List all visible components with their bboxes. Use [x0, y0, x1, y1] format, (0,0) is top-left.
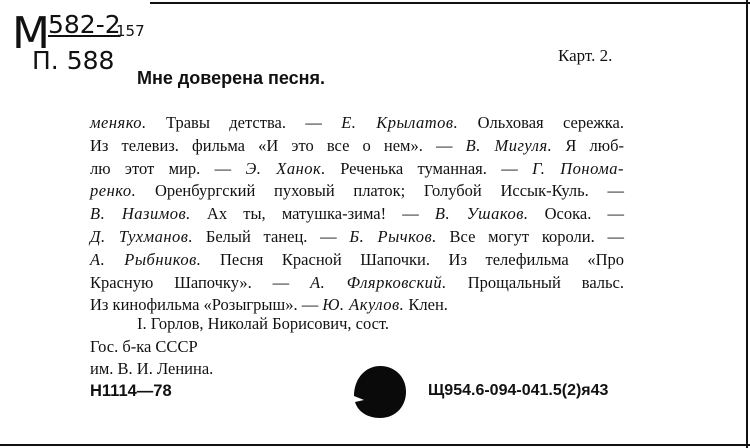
compiler-entry: I. Горлов, Николай Борисович, сост. [137, 314, 390, 333]
card-border-bottom [0, 444, 750, 446]
composer-name: В. Назимов. [90, 204, 191, 224]
song-text: Из кинофильма «Розыгрыш». — [90, 295, 323, 315]
composer-name: Д. Тухманов. [90, 226, 194, 246]
contents-note [90, 112, 624, 317]
record-title: Мне доверена песня. [137, 68, 326, 88]
song-text: Красную Шапочку». — [90, 272, 311, 292]
shelf-mark-suffix: 157 [116, 22, 145, 40]
library-name-continued: им. В. И. Ленина. [90, 359, 214, 378]
classification-code: Щ954.6-094-041.5(2)я43 [428, 382, 609, 399]
composer-name: ренко. [90, 181, 137, 201]
song-text: лю этот мир. — [90, 158, 246, 178]
song-text: Реченька туманная. — [325, 158, 533, 178]
contents-line [90, 249, 624, 272]
contents-line [90, 203, 624, 226]
registration-number: Н1114—78 [90, 382, 172, 400]
song-text: Все могут короли. — [436, 226, 624, 246]
contents-line [90, 158, 624, 181]
song-text: Ольховая сережка. [458, 113, 625, 132]
song-text: Песня Красной Шапочки. Из телефильма «Про [201, 249, 624, 269]
card-border-top [150, 2, 750, 4]
library-name: Гос. б-ка СССР [90, 337, 198, 356]
composer-name: Е. Крылатов. [341, 113, 459, 132]
song-text: Осока. — [528, 204, 624, 224]
shelf-mark-code: П. 588 [32, 46, 115, 75]
composer-name: В. Мигуля. [465, 135, 553, 155]
song-text: Из телевиз. фильма «И это все о нем». — [90, 135, 466, 155]
contents-line [90, 135, 624, 158]
composer-name: Б. Рычков. [349, 226, 437, 246]
song-text: Оренбургский пуховый платок; Голубой Иссык-Куль. — [136, 181, 624, 201]
card-number: Карт. 2. [558, 46, 613, 65]
contents-line [90, 180, 624, 203]
song-text: Ах ты, матушка-зима! — [190, 204, 435, 224]
contents-line [90, 112, 624, 135]
song-text: Клен. [404, 295, 448, 315]
ink-blot-icon [350, 362, 410, 422]
shelf-mark-number: 582-2 [48, 10, 121, 39]
contents-line [90, 272, 624, 295]
card-border-right [746, 0, 748, 448]
composer-name: А. Рыбников. [90, 249, 202, 269]
song-text: Белый танец. — [193, 226, 350, 246]
song-text: Травы детства. — [146, 113, 342, 132]
composer-name: А. Флярковский. [310, 272, 447, 292]
song-text: Я люб- [552, 135, 624, 155]
shelf-mark-letter: М [12, 8, 48, 59]
composer-name: Э. Ханок. [245, 158, 326, 178]
song-text: Прощальный вальс. [446, 272, 624, 292]
composer-name: Ю. Акулов. [322, 295, 405, 315]
contents-line [90, 226, 624, 249]
composer-name: В. Ушаков. [434, 204, 529, 224]
composer-name: Г. Понома- [532, 158, 624, 178]
composer-name: меняко. [90, 113, 147, 132]
